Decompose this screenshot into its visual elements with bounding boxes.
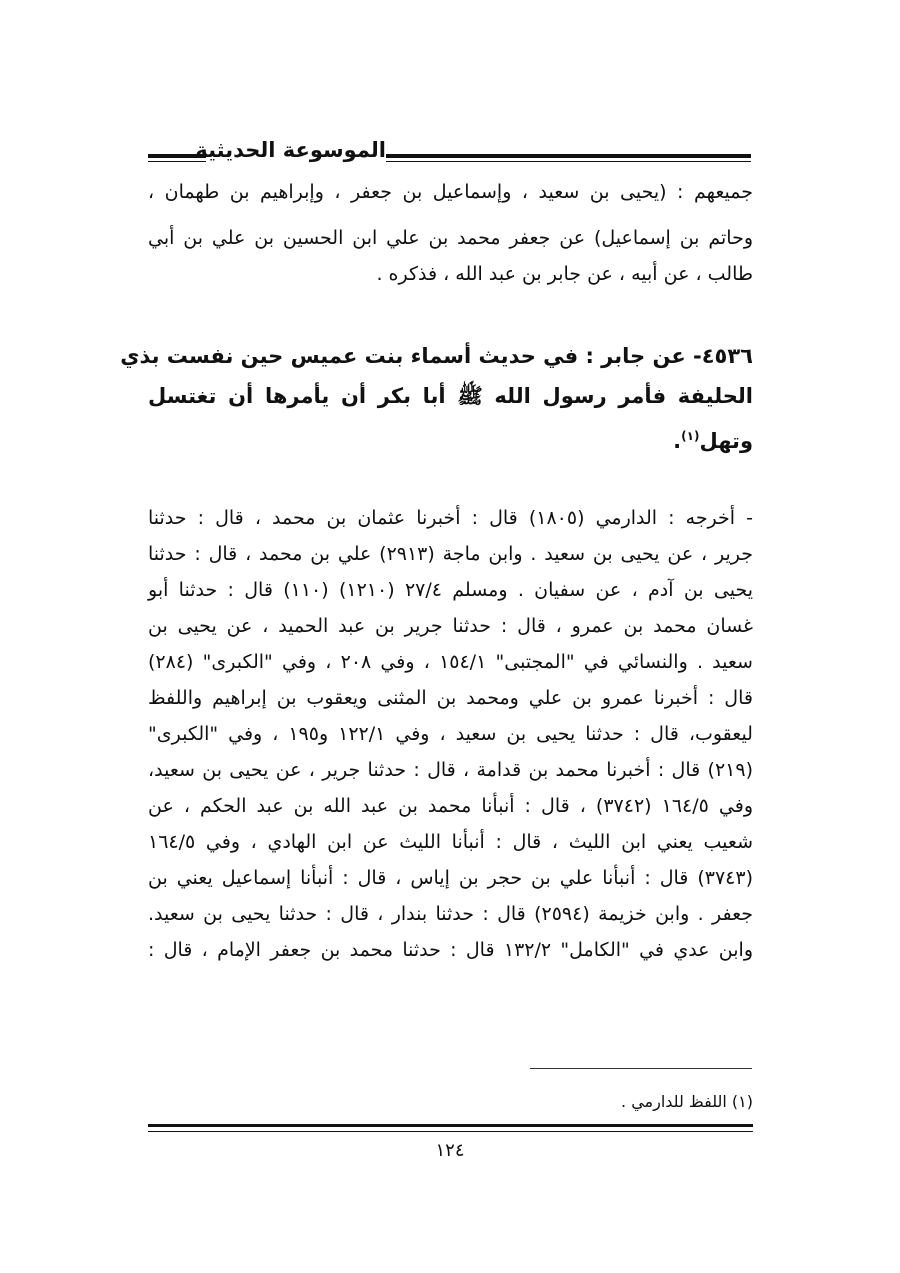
hadith-line: الحليفة فأمر رسول الله ﷺ أبا بكر أن يأمرها أن تغتسل	[148, 384, 753, 408]
hadith-line: ٤٥٣٦- عن جابر : في حديث أسماء بنت عميس حين نفست بذي	[120, 344, 753, 368]
header-rule-left	[148, 154, 206, 162]
footnote-ref: (١)	[681, 429, 700, 443]
hadith-end-mark: .	[673, 429, 682, 453]
takhrij-line: وفي ١٦٤/٥ (٣٧٤٢) ، قال : أنبأنا محمد بن عبد الله بن عبد الحكم ، عن	[148, 795, 753, 817]
header-rule-right	[386, 154, 751, 162]
takhrij-line: (٣٧٤٣) قال : أنبأنا علي بن حجر بن إياس ، قال : أنبأنا إسماعيل يعني بن	[148, 867, 753, 889]
takhrij-line: ليعقوب، قال : حدثنا يحيى بن سعيد ، وفي ١٢٢/١ و١٩٥ ، وفي "الكبرى"	[148, 723, 753, 745]
takhrij-line: جعفر . وابن خزيمة (٢٥٩٤) قال : حدثنا بندار ، قال : حدثنا يحيى بن سعيد.	[148, 903, 753, 925]
takhrij-line: جرير ، عن يحيى بن سعيد . وابن ماجة (٢٩١٣) علي بن محمد ، قال : حدثنا	[148, 543, 753, 565]
takhrij-line: (٢١٩) قال : أخبرنا محمد بن قدامة ، قال : حدثنا جرير ، عن يحيى بن سعيد،	[148, 759, 753, 781]
intro-line: وحاتم بن إسماعيل) عن جعفر محمد بن علي ابن الحسين بن علي بن أبي	[148, 227, 753, 249]
takhrij-line: قال : أخبرنا عمرو بن علي ومحمد بن المثنى ويعقوب بن إبراهيم واللفظ	[148, 687, 753, 709]
intro-line: طالب ، عن أبيه ، عن جابر بن عبد الله ، فذكره .	[376, 263, 753, 285]
footer-rule-thick	[148, 1124, 753, 1127]
takhrij-line: سعيد . والنسائي في "المجتبى" ١٥٤/١ ، وفي ٢٠٨ ، وفي "الكبرى" (٢٨٤)	[148, 651, 753, 673]
footnote-text: (١) اللفظ للدارمي .	[621, 1092, 753, 1111]
intro-line: جميعهم : (يحيى بن سعيد ، وإسماعيل بن جعفر ، وإبراهيم بن طهمان ،	[148, 181, 753, 203]
takhrij-line: يحيى بن آدم ، عن سفيان . ومسلم ٢٧/٤ (١٢١٠) (١١٠) قال : حدثنا أبو	[148, 579, 753, 601]
hadith-line-last	[148, 420, 753, 457]
takhrij-line: غسان محمد بن عمرو ، قال : حدثنا جرير بن عبد الحميد ، عن يحيى بن	[148, 615, 753, 637]
running-header-title: الموسوعة الحديثية	[195, 138, 386, 162]
takhrij-line: وابن عدي في "الكامل" ١٣٢/٢ قال : حدثنا محمد بن جعفر الإمام ، قال :	[148, 939, 754, 961]
footer-rule-thin	[148, 1131, 753, 1132]
hadith-line-text: وتهل	[699, 429, 753, 453]
footnote-separator	[530, 1068, 752, 1069]
takhrij-line: - أخرجه : الدارمي (١٨٠٥) قال : أخبرنا عثمان بن محمد ، قال : حدثنا	[148, 507, 753, 529]
takhrij-line: شعيب يعني ابن الليث ، قال : أنبأنا الليث عن ابن الهادي ، وفي ١٦٤/٥	[148, 831, 753, 853]
page-number: ١٢٤	[435, 1140, 465, 1161]
